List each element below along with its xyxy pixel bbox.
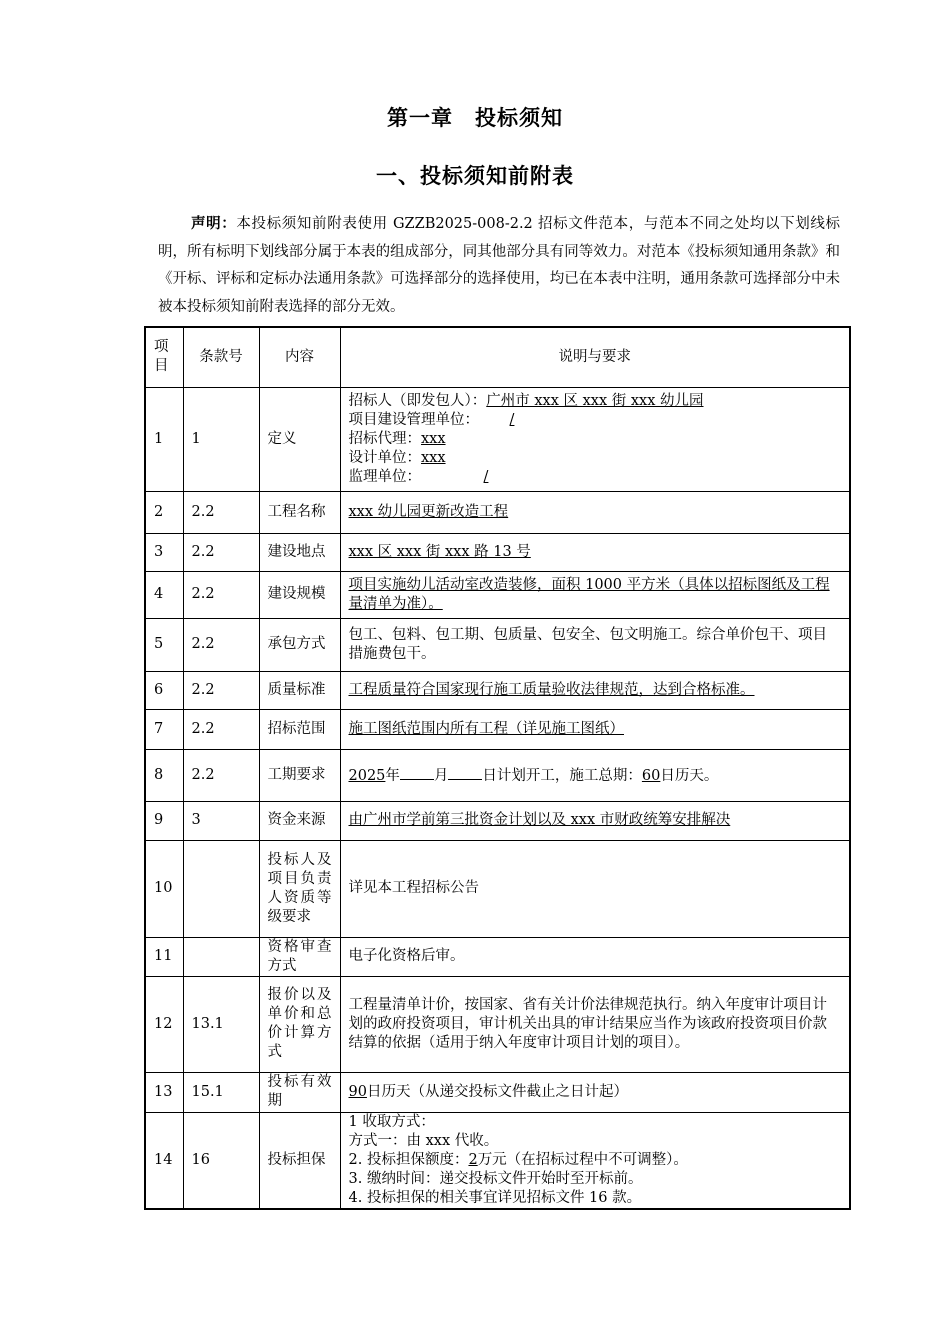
- row-item: 定义: [259, 387, 340, 491]
- row-num: 8: [145, 749, 183, 801]
- row-desc: [340, 801, 850, 840]
- row-clause: 2.2: [183, 618, 259, 671]
- row-item: 投标有效期: [259, 1072, 340, 1112]
- table-row: [145, 533, 850, 571]
- guarantee-payment-time: 3. 缴纳时间：递交投标文件开始时至开标前。: [348, 1170, 643, 1187]
- table-row: [145, 976, 850, 1072]
- section-title: 一、投标须知前附表: [376, 163, 574, 188]
- row-desc: [340, 491, 850, 533]
- row-clause: [183, 937, 259, 976]
- table-row: [145, 749, 850, 801]
- row-clause: [183, 840, 259, 937]
- row-item: 建设规模: [259, 571, 340, 618]
- duration-value: 60: [641, 768, 661, 784]
- row-clause: 2.2: [183, 709, 259, 749]
- row-desc: [340, 671, 850, 709]
- table-header-row: [145, 327, 850, 387]
- header-item: 内容: [259, 327, 340, 387]
- scope-value: 施工图纸范围内所有工程（详见施工图纸）: [348, 720, 624, 737]
- row-clause: 3: [183, 801, 259, 840]
- guarantee-amount-value: 2: [468, 1151, 478, 1168]
- header-num: 项目: [145, 327, 183, 387]
- table-row: [145, 937, 850, 976]
- row-num: 4: [145, 571, 183, 618]
- validity-days: 90: [348, 1083, 367, 1100]
- row-desc: 工程量清单计价，按国家、省有关计价法律规范执行。纳入年度审计项目计划的政府投资项目，审计机关出具的审计结果应当作为该政府投资项目价款结算的依据（适用于纳入年度审计项目计划的项目）。: [340, 976, 850, 1072]
- chapter-title: 第一章 投标须知: [387, 105, 563, 130]
- row-num: 11: [145, 937, 183, 976]
- row-desc: 包工、包料、包工期、包质量、包安全、包文明施工。综合单价包干、项目措施费包干。: [340, 618, 850, 671]
- row-clause: 13.1: [183, 976, 259, 1072]
- row-clause: 2.2: [183, 491, 259, 533]
- duration-suffix: 日历天。: [660, 768, 719, 784]
- row-item: 投标担保: [259, 1112, 340, 1209]
- row-num: 6: [145, 671, 183, 709]
- funding-value: 由广州市学前第三批资金计划以及 xxx 市财政统筹安排解决: [348, 812, 731, 828]
- row-item: 承包方式: [259, 618, 340, 671]
- table-row: [145, 709, 850, 749]
- agent-label: 招标代理：: [348, 430, 421, 447]
- row-desc: [340, 709, 850, 749]
- guarantee-amount-suffix: 万元（在招标过程中不可调整）。: [477, 1151, 688, 1168]
- header-clause: 条款号: [183, 327, 259, 387]
- year-suffix: 年: [385, 768, 400, 784]
- row-desc: [340, 1112, 850, 1209]
- row-clause: 2.2: [183, 533, 259, 571]
- row-clause: 15.1: [183, 1072, 259, 1112]
- row-num: 7: [145, 709, 183, 749]
- row-item: 招标范围: [259, 709, 340, 749]
- start-year: 2025: [348, 768, 386, 784]
- supervision-label: 监理单位：: [348, 468, 421, 485]
- row-num: 9: [145, 801, 183, 840]
- supervision-value: /: [483, 468, 489, 485]
- tenderer-label: 招标人（即发包人）：: [348, 392, 487, 409]
- row-num: 13: [145, 1072, 183, 1112]
- row-num: 10: [145, 840, 183, 937]
- header-desc: 说明与要求: [340, 327, 850, 387]
- row-num: 1: [145, 387, 183, 491]
- row-item: 资格审查方式: [259, 937, 340, 976]
- row-clause: 2.2: [183, 749, 259, 801]
- row-num: 5: [145, 618, 183, 671]
- row-clause: 2.2: [183, 671, 259, 709]
- table-row: [145, 671, 850, 709]
- table-row: [145, 387, 850, 491]
- row-num: 14: [145, 1112, 183, 1209]
- instructions-table: [144, 326, 851, 1210]
- row-num: 2: [145, 491, 183, 533]
- quality-value: 工程质量符合国家现行施工质量验收法律规范，达到合格标准。: [348, 681, 755, 698]
- tenderer-value: 广州市 xxx 区 xxx 街 xxx 幼儿园: [486, 392, 704, 409]
- construction-unit-label: 项目建设管理单位：: [348, 411, 479, 428]
- row-item: 建设地点: [259, 533, 340, 571]
- row-clause: 1: [183, 387, 259, 491]
- row-desc: 详见本工程招标公告: [340, 840, 850, 937]
- row-num: 3: [145, 533, 183, 571]
- row-clause: 2.2: [183, 571, 259, 618]
- table-row: [145, 1072, 850, 1112]
- row-desc: [340, 387, 850, 491]
- table-row: [145, 840, 850, 937]
- row-desc: [340, 533, 850, 571]
- row-item: 投标人及项目负责人资质等级要求: [259, 840, 340, 937]
- table-row: [145, 801, 850, 840]
- guarantee-note: 4. 投标担保的相关事宜详见招标文件 16 款。: [348, 1189, 642, 1206]
- month-blank: [400, 764, 434, 780]
- day-blank: [448, 764, 482, 780]
- declaration-paragraph: [158, 210, 840, 321]
- row-item: 工程名称: [259, 491, 340, 533]
- month-suffix: 月: [433, 768, 449, 784]
- design-unit-label: 设计单位：: [348, 449, 421, 466]
- guarantee-method-label: 1 收取方式：: [348, 1113, 435, 1130]
- agent-value: xxx: [421, 430, 446, 447]
- row-num: 12: [145, 976, 183, 1072]
- location-value: xxx 区 xxx 街 xxx 路 13 号: [348, 543, 531, 560]
- guarantee-method-one: 方式一：由 xxx 代收。: [348, 1132, 499, 1149]
- declaration-text: 本投标须知前附表使用 GZZB2025-008-2.2 招标文件范本，与范本不同之处均以下划线标明，所有标明下划线部分属于本表的组成部分，同其他部分具有同等效力。对范本《投标须知通用条款》和《开标、评标和定标办法通用条款》可选择部分的选择使用，均已在本表中注明，通用条款可选择部分中未被本投标须知前附表选择的部分无效。: [158, 216, 841, 315]
- row-desc: [340, 749, 850, 801]
- duration-label: 日计划开工，施工总期：: [482, 768, 642, 784]
- scale-value: 项目实施幼儿活动室改造装修，面积 1000 平方米（具体以招标图纸及工程量清单为准）。: [348, 576, 830, 612]
- row-desc: [340, 1072, 850, 1112]
- project-name-value: xxx 幼儿园更新改造工程: [348, 503, 509, 520]
- row-desc: [340, 571, 850, 618]
- guarantee-amount-label: 2. 投标担保额度：: [348, 1151, 469, 1168]
- construction-unit-value: /: [509, 411, 515, 428]
- design-unit-value: xxx: [421, 449, 446, 466]
- table-row: [145, 491, 850, 533]
- row-item: 资金来源: [259, 801, 340, 840]
- row-desc: 电子化资格后审。: [340, 937, 850, 976]
- row-clause: 16: [183, 1112, 259, 1209]
- table-row: [145, 618, 850, 671]
- table-row: [145, 1112, 850, 1209]
- row-item: 工期要求: [259, 749, 340, 801]
- row-item: 质量标准: [259, 671, 340, 709]
- table-row: [145, 571, 850, 618]
- row-item: 报价以及单价和总价计算方式: [259, 976, 340, 1072]
- validity-text: 日历天（从递交投标文件截止之日计起）: [366, 1083, 628, 1100]
- declaration-label: 声明：: [191, 215, 237, 232]
